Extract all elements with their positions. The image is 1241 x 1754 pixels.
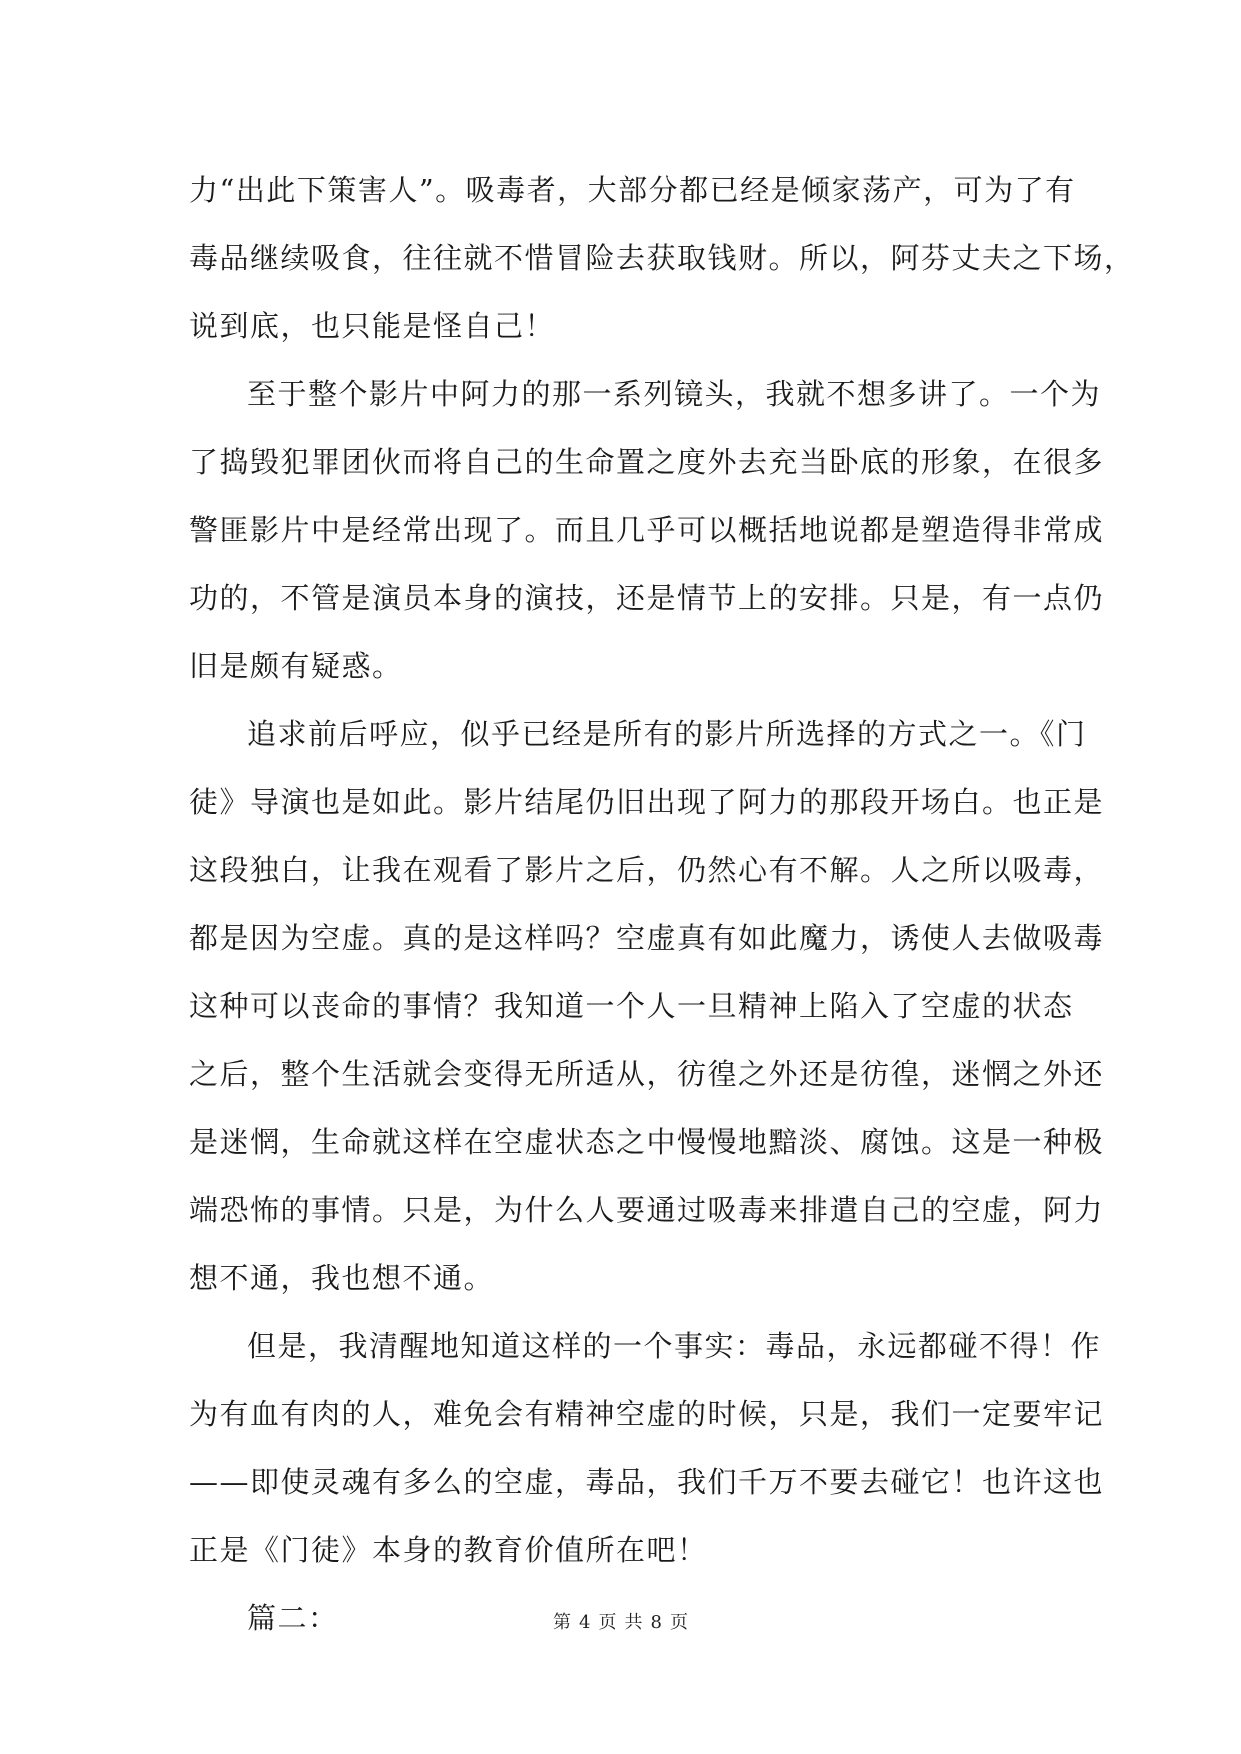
text-line: 警匪影片中是经常出现了。而且几乎可以概括地说都是塑造得非常成 bbox=[189, 513, 1105, 547]
text-line: 了捣毁犯罪团伙而将自己的生命置之度外去充当卧底的形象，在很多 bbox=[189, 445, 1105, 479]
text-line: 说到底，也只能是怪自己！ bbox=[189, 309, 556, 343]
text-line: 力“出此下策害人”。吸毒者，大部分都已经是倾家荡产，可为了有 bbox=[189, 173, 1076, 207]
footer-prefix: 第 bbox=[553, 1612, 572, 1633]
text-line: 这种可以丧命的事情？我知道一个人一旦精神上陷入了空虚的状态 bbox=[189, 989, 1074, 1023]
text-line: 至于整个影片中阿力的那一系列镜头，我就不想多讲了。一个为 bbox=[247, 377, 1102, 411]
text-line: 想不通，我也想不通。 bbox=[189, 1261, 495, 1295]
text-line: ——即使灵魂有多么的空虚，毒品，我们千万不要去碰它！也许这也 bbox=[189, 1465, 1105, 1499]
text-line: 旧是颇有疑惑。 bbox=[189, 649, 403, 683]
text-line: 这段独白，让我在观看了影片之后，仍然心有不解。人之所以吸毒， bbox=[189, 853, 1105, 887]
text-line: 功的，不管是演员本身的演技，还是情节上的安排。只是，有一点仍 bbox=[189, 581, 1105, 615]
footer-total-word: 共 bbox=[624, 1612, 643, 1633]
text-line: 是迷惘，生命就这样在空虚状态之中慢慢地黯淡、腐蚀。这是一种极 bbox=[189, 1125, 1105, 1159]
text-line: 徒》导演也是如此。影片结尾仍旧出现了阿力的那段开场白。也正是 bbox=[189, 785, 1105, 819]
text-line: 篇二： bbox=[247, 1601, 339, 1635]
document-body bbox=[189, 156, 1135, 1652]
text-line: 追求前后呼应，似乎已经是所有的影片所选择的方式之一。《门 bbox=[247, 717, 1087, 751]
footer-suffix: 页 bbox=[669, 1612, 688, 1633]
text-line: 为有血有肉的人，难免会有精神空虚的时候，只是，我们一定要牢记 bbox=[189, 1397, 1105, 1431]
text-line: 之后，整个生活就会变得无所适从，彷徨之外还是彷徨，迷惘之外还 bbox=[189, 1057, 1105, 1091]
footer-total-pages: 8 bbox=[650, 1612, 662, 1633]
footer-current-page: 4 bbox=[579, 1612, 591, 1633]
page-footer bbox=[0, 1608, 1241, 1634]
text-line: 正是《门徒》本身的教育价值所在吧！ bbox=[189, 1533, 708, 1567]
text-line: 毒品继续吸食，往往就不惜冒险去获取钱财。所以，阿芬丈夫之下场， bbox=[189, 241, 1135, 275]
text-line: 端恐怖的事情。只是，为什么人要通过吸毒来排遣自己的空虚，阿力 bbox=[189, 1193, 1105, 1227]
footer-page-word: 页 bbox=[598, 1612, 617, 1633]
text-line: 但是，我清醒地知道这样的一个事实：毒品，永远都碰不得！作 bbox=[247, 1329, 1102, 1363]
text-line: 都是因为空虚。真的是这样吗？空虚真有如此魔力，诱使人去做吸毒 bbox=[189, 921, 1105, 955]
